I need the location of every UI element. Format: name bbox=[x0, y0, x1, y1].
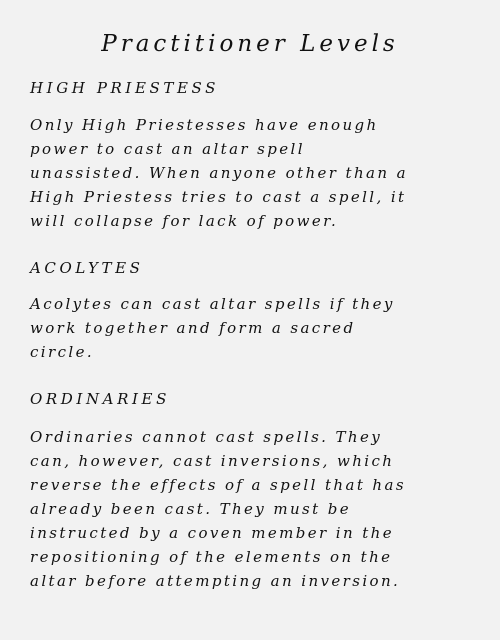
section-heading-ordinaries: ORDINARIES bbox=[30, 390, 170, 408]
section-heading-acolytes: ACOLYTES bbox=[30, 259, 144, 277]
text-line: reverse the effects of a spell that has bbox=[30, 476, 406, 494]
text-line: unassisted. When anyone other than a bbox=[30, 164, 408, 182]
text-line: Only High Priestesses have enough bbox=[30, 116, 379, 134]
text-line: will collapse for lack of power. bbox=[30, 212, 339, 230]
section-heading-high-priestess: HIGH PRIESTESS bbox=[30, 79, 220, 97]
text-line: work together and form a sacred bbox=[30, 319, 356, 337]
text-line: repositioning of the elements on the bbox=[30, 548, 393, 566]
text-line: instructed by a coven member in the bbox=[30, 524, 394, 542]
text-line: power to cast an altar spell bbox=[30, 140, 305, 158]
page-title: Practitioner Levels bbox=[101, 31, 399, 57]
text-line: altar before attempting an inversion. bbox=[30, 572, 401, 590]
section-text-acolytes bbox=[30, 292, 490, 364]
text-line: High Priestess tries to cast a spell, it bbox=[30, 188, 407, 206]
text-line: can, however, cast inversions, which bbox=[30, 452, 395, 470]
text-line: Ordinaries cannot cast spells. They bbox=[30, 428, 383, 446]
text-line: Acolytes can cast altar spells if they bbox=[30, 295, 395, 313]
section-text-high-priestess bbox=[30, 113, 490, 233]
text-line: already been cast. They must be bbox=[30, 500, 352, 518]
section-text-ordinaries bbox=[30, 425, 490, 593]
text-line: circle. bbox=[30, 343, 95, 361]
